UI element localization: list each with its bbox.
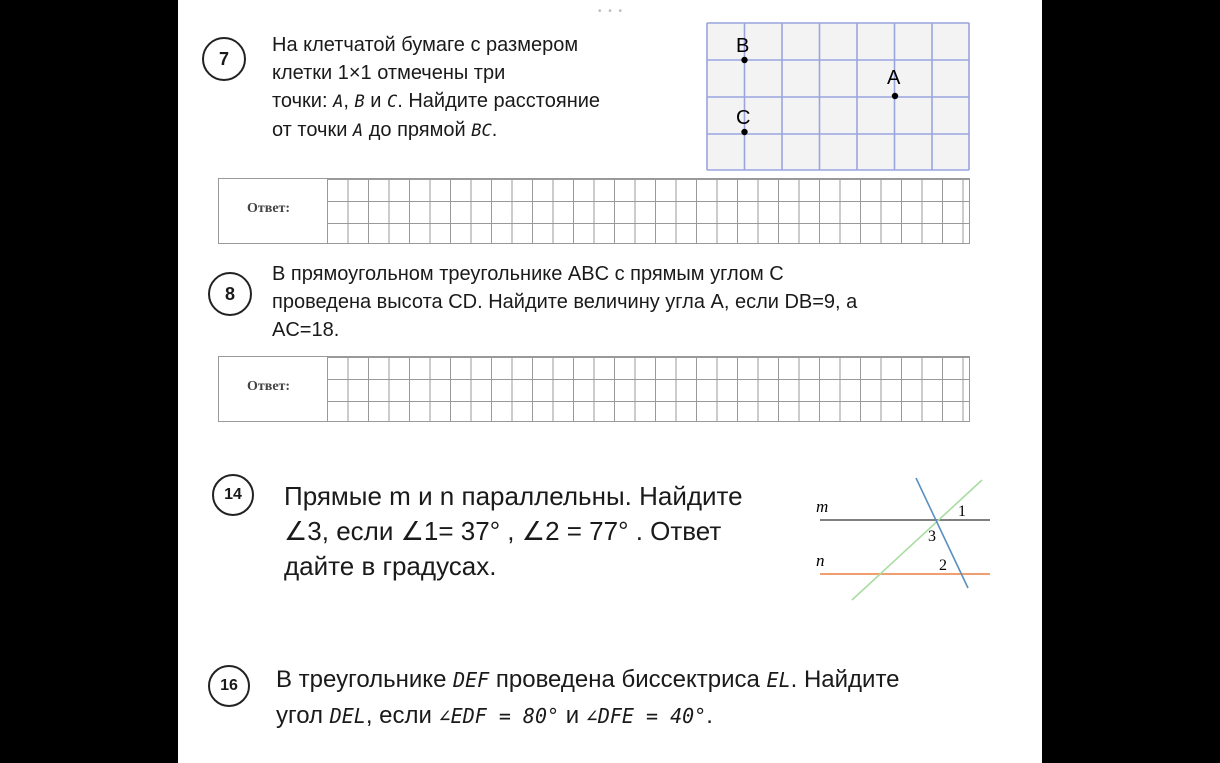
bisector-el: EL <box>766 668 791 692</box>
text-span: . Найдите расстояние <box>397 90 601 112</box>
condition-dfe: ∠DFE = 40° <box>585 704 707 728</box>
text-span: . <box>706 702 713 729</box>
angle-1-label: 1 <box>958 503 966 520</box>
problem-14-line-2: ∠3, если ∠1= 37° , ∠2 = 77° . Ответ <box>284 516 722 546</box>
point-c <box>741 129 747 135</box>
point-c-label: C <box>387 92 398 112</box>
text-span: и <box>559 702 586 729</box>
text-span: точки: <box>272 90 334 112</box>
point-a-label: A <box>333 92 344 112</box>
segment-bc-label: BC <box>471 121 492 141</box>
parallel-lines-figure <box>808 476 998 606</box>
problem-7-text <box>272 31 692 145</box>
problem-8-line-2: проведена высота CD. Найдите величину угла A, если DB=9, а <box>272 291 858 313</box>
problem-7-line-3 <box>272 87 692 116</box>
point-b-label: B <box>354 92 365 112</box>
condition-edf: ∠EDF = 80° <box>438 704 560 728</box>
grid-label-b: B <box>736 35 750 57</box>
text-span: от точки <box>272 119 353 141</box>
text-span: , <box>343 90 355 112</box>
text-span: . <box>491 119 498 141</box>
problem-8-line-3: AC=18. <box>272 319 340 341</box>
triangle-def: DEF <box>453 668 490 692</box>
text-span: до прямой <box>363 119 472 141</box>
answer-label: Ответ: <box>247 201 291 216</box>
problem-8-text <box>272 260 992 344</box>
worksheet-page <box>178 0 1042 763</box>
grid-label-c: C <box>736 107 751 129</box>
answer-box-8[interactable] <box>218 356 970 422</box>
drag-handle-icon: • • • <box>598 6 625 17</box>
angle-3-label: 3 <box>928 528 936 545</box>
label-n: n <box>816 551 825 570</box>
problem-14-text <box>284 479 804 584</box>
problem-7-line-4 <box>272 116 692 145</box>
point-a-label: A <box>352 121 364 141</box>
problem-8-line-1: В прямоугольном треугольнике ABC с прямым углом C <box>272 263 784 285</box>
label-m: m <box>816 497 829 516</box>
problem-14-line-1: Прямые m и n параллельны. Найдите <box>284 481 743 511</box>
problem-7-line-1: На клетчатой бумаге с размером <box>272 34 579 56</box>
text-span: В треугольнике <box>276 666 454 693</box>
text-span: и <box>364 90 387 112</box>
problem-number-14: 14 <box>212 474 254 516</box>
text-span: проведена биссектриса <box>489 666 767 693</box>
answer-cells[interactable] <box>327 357 969 421</box>
problem-14-line-3: дайте в градусах. <box>284 551 497 581</box>
text-span: . Найдите <box>790 666 900 693</box>
problem-7-line-2: клетки 1×1 отмечены три <box>272 62 506 84</box>
problem-16-line-1 <box>276 662 1026 698</box>
angle-del: DEL <box>329 704 366 728</box>
answer-cells[interactable] <box>327 179 969 243</box>
problem-number-16: 16 <box>208 665 250 707</box>
transversal-green <box>852 480 982 600</box>
text-span: угол <box>276 702 330 729</box>
point-a <box>892 93 898 99</box>
answer-label: Ответ: <box>247 379 291 394</box>
point-b <box>741 57 747 63</box>
problem-number-8: 8 <box>208 272 252 316</box>
text-span: , если <box>365 702 439 729</box>
problem-number-7: 7 <box>202 37 246 81</box>
angle-2-label: 2 <box>939 557 947 574</box>
answer-box-7[interactable] <box>218 178 970 244</box>
problem-16-line-2 <box>276 698 1026 734</box>
grid-figure <box>706 22 972 172</box>
grid-label-a: A <box>887 67 901 89</box>
problem-16-text <box>276 662 1026 734</box>
